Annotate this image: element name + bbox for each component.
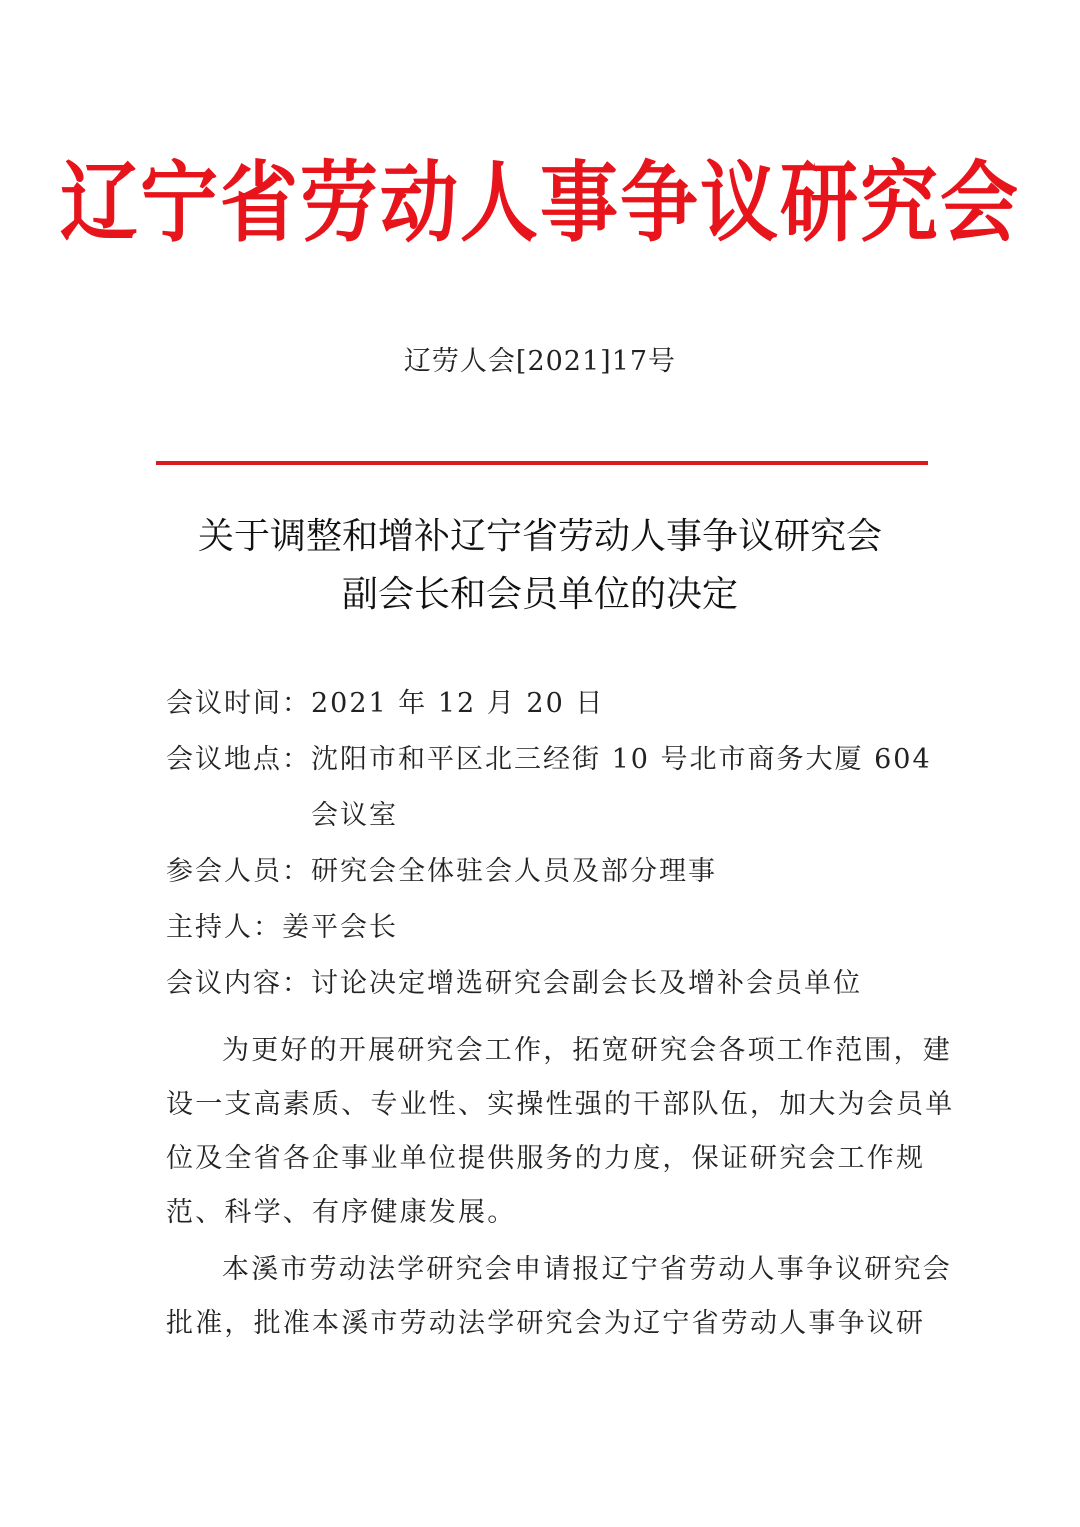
meeting-content-value: 讨论决定增选研究会副会长及增补会员单位: [311, 968, 862, 999]
meeting-time-value: 2021 年 12 月 20 日: [311, 688, 605, 719]
meeting-time-row: [166, 676, 956, 732]
decision-title-line-2: 副会长和会员单位的决定: [341, 574, 738, 615]
meeting-content-label: 会议内容：: [166, 968, 311, 999]
letterhead-divider: [156, 461, 928, 465]
meeting-info: [166, 676, 956, 1012]
meeting-location-value: 沈阳市和平区北三经街 10 号北市商务大厦 604 会议室: [311, 744, 932, 831]
document-number: 辽劳人会[2021]17号: [403, 346, 677, 377]
meeting-location-label: 会议地点：: [166, 744, 311, 775]
meeting-attendees-label: 参会人员：: [166, 856, 311, 887]
meeting-attendees-value: 研究会全体驻会人员及部分理事: [311, 856, 717, 887]
body-paragraph: 本溪市劳动法学研究会申请报辽宁省劳动人事争议研究会批准，批准本溪市劳动法学研究会为辽宁省劳动人事争议研: [166, 1254, 952, 1339]
meeting-time-label: 会议时间：: [166, 688, 311, 719]
organization-letterhead: 辽宁省劳动人事争议研究会: [59, 152, 1020, 255]
meeting-attendees-row: [166, 844, 956, 900]
body-paragraph: 为更好的开展研究会工作，拓宽研究会各项工作范围，建设一支高素质、专业性、实操性强的干部队伍，加大为会员单位及全省各企事业单位提供服务的力度，保证研究会工作规范、科学、有序健康发展。: [166, 1035, 955, 1228]
decision-title-line-1: 关于调整和增补辽宁省劳动人事争议研究会: [197, 516, 882, 557]
meeting-host-row: [166, 900, 956, 956]
decision-body: [166, 1024, 956, 1351]
decision-title: [0, 508, 1080, 624]
meeting-content-row: [166, 956, 956, 1012]
meeting-host-label: 主持人：: [166, 912, 282, 943]
meeting-location-row: [166, 732, 956, 844]
meeting-host-value: 姜平会长: [282, 912, 398, 943]
